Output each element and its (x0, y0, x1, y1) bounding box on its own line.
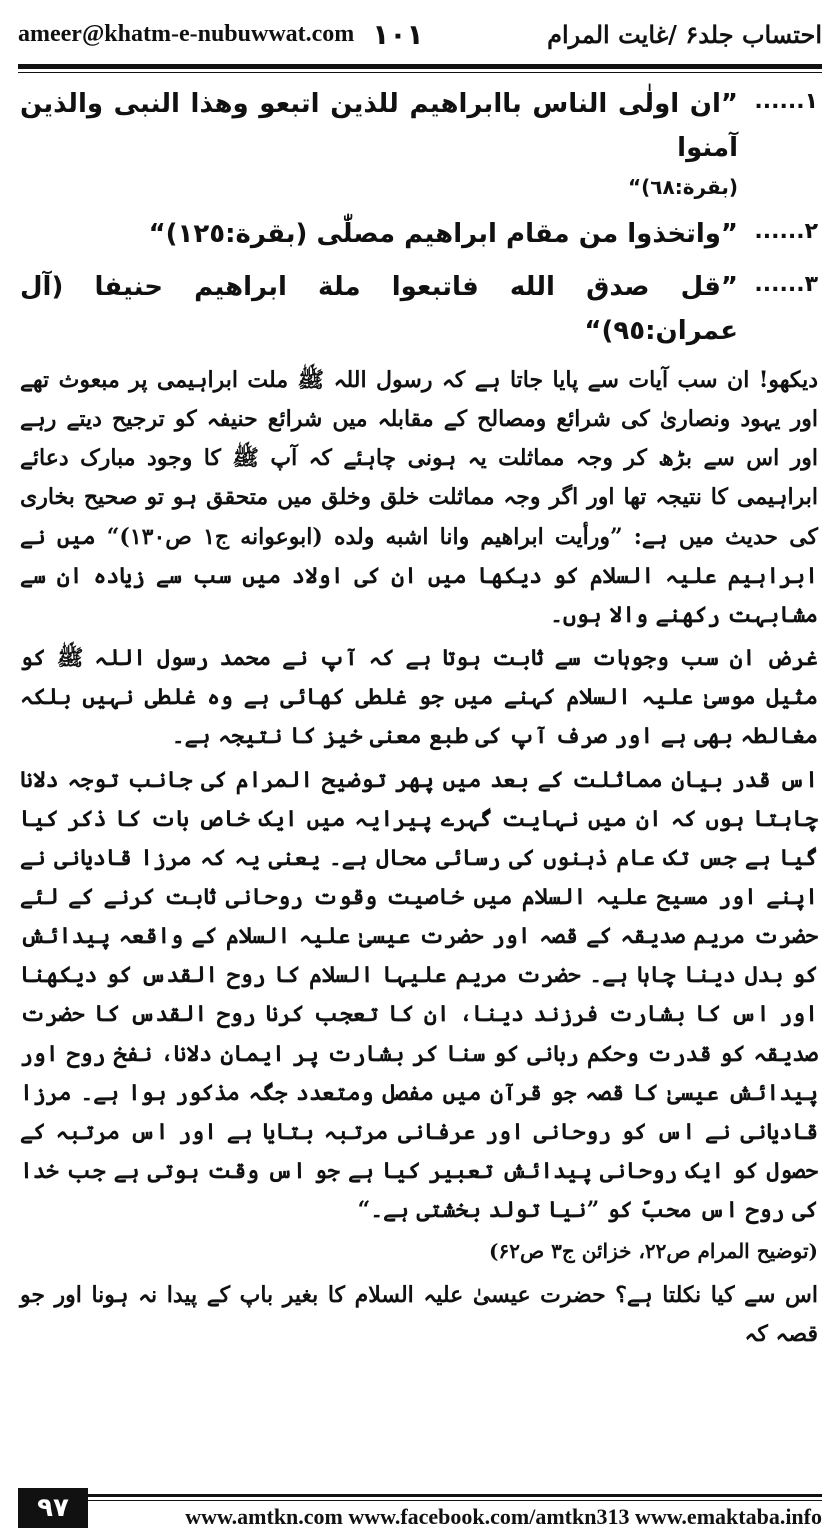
footer-rule-thick (88, 1494, 822, 1497)
verse-text (20, 265, 738, 353)
paragraph (20, 361, 818, 635)
footer-page-label: ۹۷ (18, 1488, 88, 1528)
verse-text (20, 82, 738, 204)
paragraph-text: دیکھو! ان سب آیات سے پایا جاتا ہے کہ رسول اللہ ﷺ ملت ابراہیمی پر مبعوث تھے اور یہود ونصاریٰ کی شرائع ومصالح کے مقابلہ میں شرائع حنیفہ کو ترجیح دیتے رہے اور اس سے بڑھ کر وجہ مماثلت یہ ہونی چاہئے کہ آپ ﷺ کا وجود مبارک دعائے ابراہیمی کا نتیجہ تھا اور اگر وجہ مماثلت خلق وخلق میں متحقق ہو تو صحیح بخاری کی حدیث میں ہے: ”ورأیت ابراهیم وانا اشبه ولده (ابوعوانه ج۱ ص۱۳۰)“ میں نے ابراہیم علیہ السلام کو دیکھا میں ان کی اولاد میں سب سے زیادہ ان سے مشابہت رکھنے والا ہوں۔ (20, 366, 818, 628)
verse-number: ۳...... (754, 271, 818, 297)
verse-number: ۱...... (754, 89, 818, 114)
page-header (18, 8, 822, 60)
closing-line (20, 1276, 818, 1354)
verse-item (20, 212, 818, 256)
paragraph-text: اس قدر بیان مماثلت کے بعد میں پھر توضیح المرام کی جانب توجہ دلانا چاہتا ہوں کہ ان میں نہایت گہرے پیرایہ میں ایک خاص بات کا ذکر کیا گیا ہے جس تک عام ذہنوں کی رسائی محال ہے۔ یعنی یہ کہ مرزا قادیانی نے اپنے اور مسیح علیہ السلام میں خاصیت وقوت روحانی ثابت کرنے کے لئے حضرت مریم صدیقہ کے قصہ اور حضرت عیسیٰ علیہ السلام کے واقعہ پیدائش کو بدل دینا چاہا ہے۔ حضرت مریم علیہا السلام کا روح القدس کو دیکھنا اور اس کا بشارت فرزند دینا، ان کا تعجب کرنا روح القدس کا حضرت صدیقہ کو قدرت وحکم ربانی کو سنا کر بشارت پر ایمان دلانا، نفخ روح اور پیدائش عیسیٰ کا قصہ جو قرآن میں مفصل ومتعدد جگہ مذکور ہوا ہے۔ مرزا قادیانی نے اس کو روحانی اور عرفانی مرتبہ بتایا ہے اور اس مرتبہ کے حصول کو ایک روحانی پیدائش تعبیر کیا ہے جو اس وقت ہوتی ہے جب خدا کی روح اس محبّ کو ”نیا تولد بخشتی ہے۔“ (20, 766, 818, 1224)
verse-item (20, 265, 818, 353)
header-left (18, 18, 424, 51)
header-page-number: ۱۰۱ (372, 17, 424, 51)
verse-reference: (بقرة:٦٨)“ (627, 175, 738, 200)
header-book-title: احتساب جلد۶ /غایت المرام (547, 19, 822, 49)
page-footer (18, 1484, 822, 1532)
verse-arabic: ”واتخذوا من مقام ابراهیم مصلّٰی (بقرة:١٢٥)“ (148, 219, 738, 250)
paragraph (20, 761, 818, 1231)
verse-text (20, 212, 738, 256)
closing-text: اس سے کیا نکلتا ہے؟ حضرت عیسیٰ علیہ السلام کا بغیر باپ کے پیدا نہ ہونا اور جو قصہ کہ (20, 1281, 818, 1348)
header-rule-thick (18, 64, 822, 69)
verse-arabic: ”ان اولٰی الناس باابراهیم للذین اتبعو وهذا النبی والذین آمنوا (20, 89, 738, 164)
footer-links: www.amtkn.com www.facebook.com/amtkn313 www.emaktaba.info (185, 1504, 822, 1529)
paragraph (20, 639, 818, 756)
header-rule-thin (18, 72, 822, 73)
page-body (20, 82, 818, 1468)
footer-rule-thin (88, 1500, 822, 1501)
citation: (توضیح المرام ص۲۲، خزائن ج۳ ص۶۲) (489, 1239, 818, 1264)
verse-number: ۲...... (754, 219, 818, 245)
verse-arabic: ”قل صدق الله فاتبعوا ملة ابراهیم حنیفا (آل عمران:٩٥)“ (20, 271, 738, 346)
header-email: ameer@khatm-e-nubuwwat.com (18, 20, 355, 47)
paragraph-text: غرض ان سب وجوہات سے ثابت ہوتا ہے کہ آپ نے محمد رسول اللہ ﷺ کو مثیل موسیٰ علیہ السلام کہنے میں جو غلطی کھائی ہے وہ غلطی نہیں بلکہ مغالطہ بھی ہے اور صرف آپ کی طبع معنی خیز کا نتیجہ ہے۔ (20, 645, 818, 750)
verse-item (20, 82, 818, 204)
